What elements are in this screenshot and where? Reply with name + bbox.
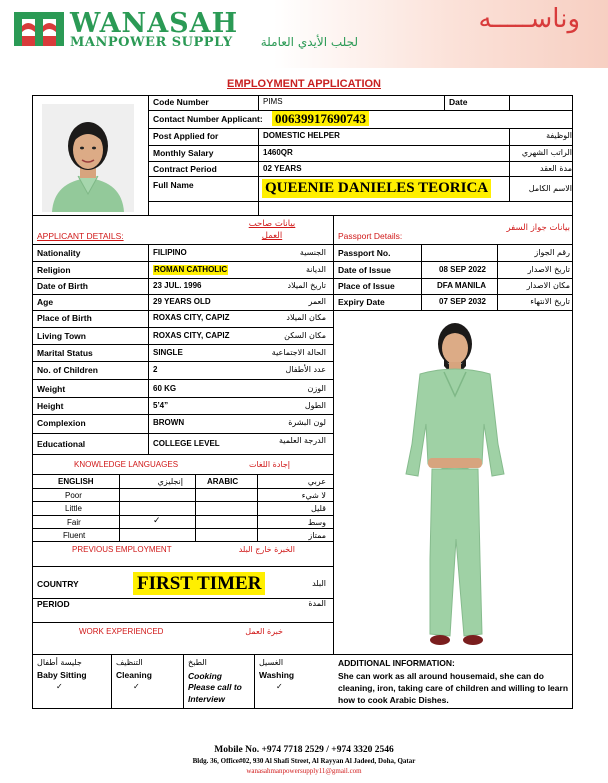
applicant-details-heading-arabic: بيانات صاحب العمل	[248, 219, 296, 241]
letterhead	[0, 0, 608, 68]
height-label-arabic: الطول	[304, 401, 326, 410]
post-applied-label-arabic: الوظيفة	[546, 131, 572, 140]
level-poor-label: Poor	[65, 491, 82, 500]
weight-label: Weight	[37, 384, 66, 394]
level-fair-label-arabic: وسط	[307, 518, 326, 527]
baby-sitting-label: Baby Sitting	[37, 670, 87, 680]
children-label: No. of Children	[37, 365, 98, 375]
cleaning-label-arabic: التنظيف	[116, 658, 143, 667]
english-header: ENGLISH	[58, 477, 94, 486]
passport-no-label-arabic: رقم الجواز	[534, 248, 570, 257]
date-of-issue-value: 08 SEP 2022	[439, 265, 487, 274]
post-applied-value: DOMESTIC HELPER	[263, 131, 340, 140]
place-of-birth-value: ROXAS CITY, CAPIZ	[153, 313, 230, 322]
contract-period-label: Contract Period	[153, 164, 217, 174]
level-little-label: Little	[65, 504, 82, 513]
monthly-salary-label-arabic: الراتب الشهري	[521, 148, 572, 157]
country-value: FIRST TIMER	[133, 572, 265, 595]
languages-heading: KNOWLEDGE LANGUAGES	[74, 460, 179, 469]
complexion-label: Complexion	[37, 418, 86, 428]
religion-value: ROMAN CATHOLIC	[154, 265, 228, 274]
footer-mobile: Mobile No. +974 7718 2529 / +974 3320 2546	[214, 745, 394, 755]
applicant-portrait-photo	[42, 104, 134, 212]
full-name-label: Full Name	[153, 180, 194, 190]
age-label-arabic: العمر	[308, 297, 326, 306]
footer-email[interactable]: wanasahmanpowersupply11@gmail.com	[246, 767, 362, 775]
date-of-birth-value: 23 JUL. 1996	[153, 281, 202, 290]
additional-info-heading: ADDITIONAL INFORMATION:	[338, 658, 455, 668]
place-of-issue-label: Place of Issue	[338, 281, 395, 291]
weight-value: 60 KG	[153, 384, 177, 393]
contract-period-label-arabic: مدة العقد	[540, 164, 572, 173]
date-label: Date	[449, 97, 468, 107]
living-town-label: Living Town	[37, 331, 86, 341]
marital-status-label-arabic: الحالة الاجتماعية	[271, 348, 326, 357]
nationality-label: Nationality	[37, 248, 81, 258]
country-label: COUNTRY	[37, 579, 79, 589]
living-town-label-arabic: مكان السكن	[284, 331, 326, 340]
religion-label: Religion	[37, 265, 71, 275]
cleaning-label: Cleaning	[116, 670, 152, 680]
marital-status-value: SINGLE	[153, 348, 183, 357]
educational-label: Educational	[37, 439, 86, 449]
baby-sitting-checkmark: ✓	[56, 682, 63, 691]
applicant-full-body-photo	[380, 314, 530, 654]
washing-label-arabic: الغسيل	[259, 658, 284, 667]
period-label: PERIOD	[37, 599, 70, 609]
passport-no-label: Passport No.	[338, 248, 391, 258]
arabic-header-arabic: عربي	[307, 477, 326, 486]
english-header-arabic: إنجليزي	[157, 477, 183, 486]
washing-checkmark: ✓	[276, 682, 283, 691]
additional-info-text: She can work as all around housemaid, she can do cleaning, iron, taking care of children and willing to learn how to cook Arabic Dishes.	[338, 671, 569, 705]
previous-employment-heading: PREVIOUS EMPLOYMENT	[72, 545, 172, 554]
footer-address: Bldg. 36, Office#02, 930 Al Shafi Street, Al Rayyan Al Jadeed, Doha, Qatar	[192, 757, 416, 765]
level-fair-label: Fair	[67, 518, 81, 527]
contact-number-label: Contact Number Applicant:	[153, 114, 263, 124]
brand-name-arabic: وناســـــه	[478, 4, 580, 34]
cooking-label: Cooking Please call to Interview	[188, 671, 242, 704]
washing-label: Washing	[259, 670, 295, 680]
contract-period-value: 02 YEARS	[263, 164, 302, 173]
contact-number-value: 00639917690743	[272, 111, 369, 126]
period-label-arabic: المدة	[308, 599, 326, 608]
height-label: Height	[37, 401, 64, 411]
languages-heading-arabic: إجادة اللغات	[248, 460, 290, 469]
living-town-value: ROXAS CITY, CAPIZ	[153, 331, 230, 340]
level-little-label-arabic: قليل	[311, 504, 326, 513]
level-fluent-label-arabic: ممتاز	[308, 531, 326, 540]
date-of-birth-label-arabic: تاريخ الميلاد	[287, 281, 326, 290]
brand-subtitle: MANPOWER SUPPLY	[70, 35, 233, 50]
religion-label-arabic: الديانة	[305, 265, 326, 274]
cooking-label-arabic: الطبخ	[188, 658, 207, 667]
previous-employment-heading-arabic: الخبرة خارج البلد	[238, 545, 295, 554]
expiry-date-value: 07 SEP 2032	[439, 297, 487, 306]
nationality-label-arabic: الجنسية	[299, 248, 326, 257]
place-of-issue-label-arabic: مكان الاصدار	[526, 281, 570, 290]
educational-value: COLLEGE LEVEL	[153, 439, 220, 448]
company-logo-icon	[14, 12, 64, 46]
monthly-salary-label: Monthly Salary	[153, 148, 214, 158]
expiry-date-label: Expiry Date	[338, 297, 385, 307]
children-label-arabic: عدد الأطفال	[285, 365, 326, 374]
passport-details-heading: Passport Details:	[338, 231, 403, 241]
passport-details-heading-arabic: بيانات جواز السفر	[506, 223, 570, 233]
monthly-salary-value: 1460QR	[263, 148, 293, 157]
work-experienced-heading-arabic: خبرة العمل	[245, 627, 283, 636]
level-fluent-label: Fluent	[63, 531, 86, 540]
height-value: 5’4”	[153, 401, 169, 410]
code-number-value: PIMS	[263, 97, 283, 106]
baby-sitting-label-arabic: جليسة أطفال	[37, 658, 82, 667]
applicant-details-heading: APPLICANT DETAILS:	[37, 231, 124, 241]
children-value: 2	[153, 365, 158, 374]
date-of-birth-label: Date of Birth	[37, 281, 88, 291]
marital-status-label: Marital Status	[37, 348, 93, 358]
english-fair-checkmark: ✓	[153, 516, 161, 526]
brand-name: WANASAH	[70, 8, 239, 39]
cleaning-checkmark: ✓	[133, 682, 140, 691]
complexion-value: BROWN	[153, 418, 185, 427]
place-of-birth-label-arabic: مكان الميلاد	[286, 313, 326, 322]
brand-subtitle-arabic: لجلب الأيدي العاملة	[260, 35, 358, 49]
place-of-birth-label: Place of Birth	[37, 313, 92, 323]
page-title: EMPLOYMENT APPLICATION	[227, 78, 381, 90]
nationality-value: FILIPINO	[153, 248, 187, 257]
complexion-label-arabic: لون البشرة	[288, 418, 326, 427]
country-label-arabic: البلد	[312, 579, 326, 588]
age-label: Age	[37, 297, 54, 307]
date-of-issue-label-arabic: تاريخ الاصدار	[527, 265, 570, 274]
work-experienced-heading: WORK EXPERIENCED	[79, 627, 164, 636]
date-of-issue-label: Date of Issue	[338, 265, 391, 275]
code-number-label: Code Number	[153, 97, 209, 107]
full-name-value: QUEENIE DANIELES TEORICA	[262, 179, 491, 198]
expiry-date-label-arabic: تاريخ الانتهاء	[530, 297, 570, 306]
arabic-header: ARABIC	[207, 477, 239, 486]
educational-label-arabic: الدرجة العلمية	[279, 436, 326, 445]
age-value: 29 YEARS OLD	[153, 297, 211, 306]
level-poor-label-arabic: لا شيء	[301, 491, 326, 500]
full-name-label-arabic: الاسم الكامل	[528, 184, 572, 193]
post-applied-label: Post Applied for	[153, 131, 219, 141]
weight-label-arabic: الوزن	[307, 384, 326, 393]
place-of-issue-value: DFA MANILA	[437, 281, 487, 290]
